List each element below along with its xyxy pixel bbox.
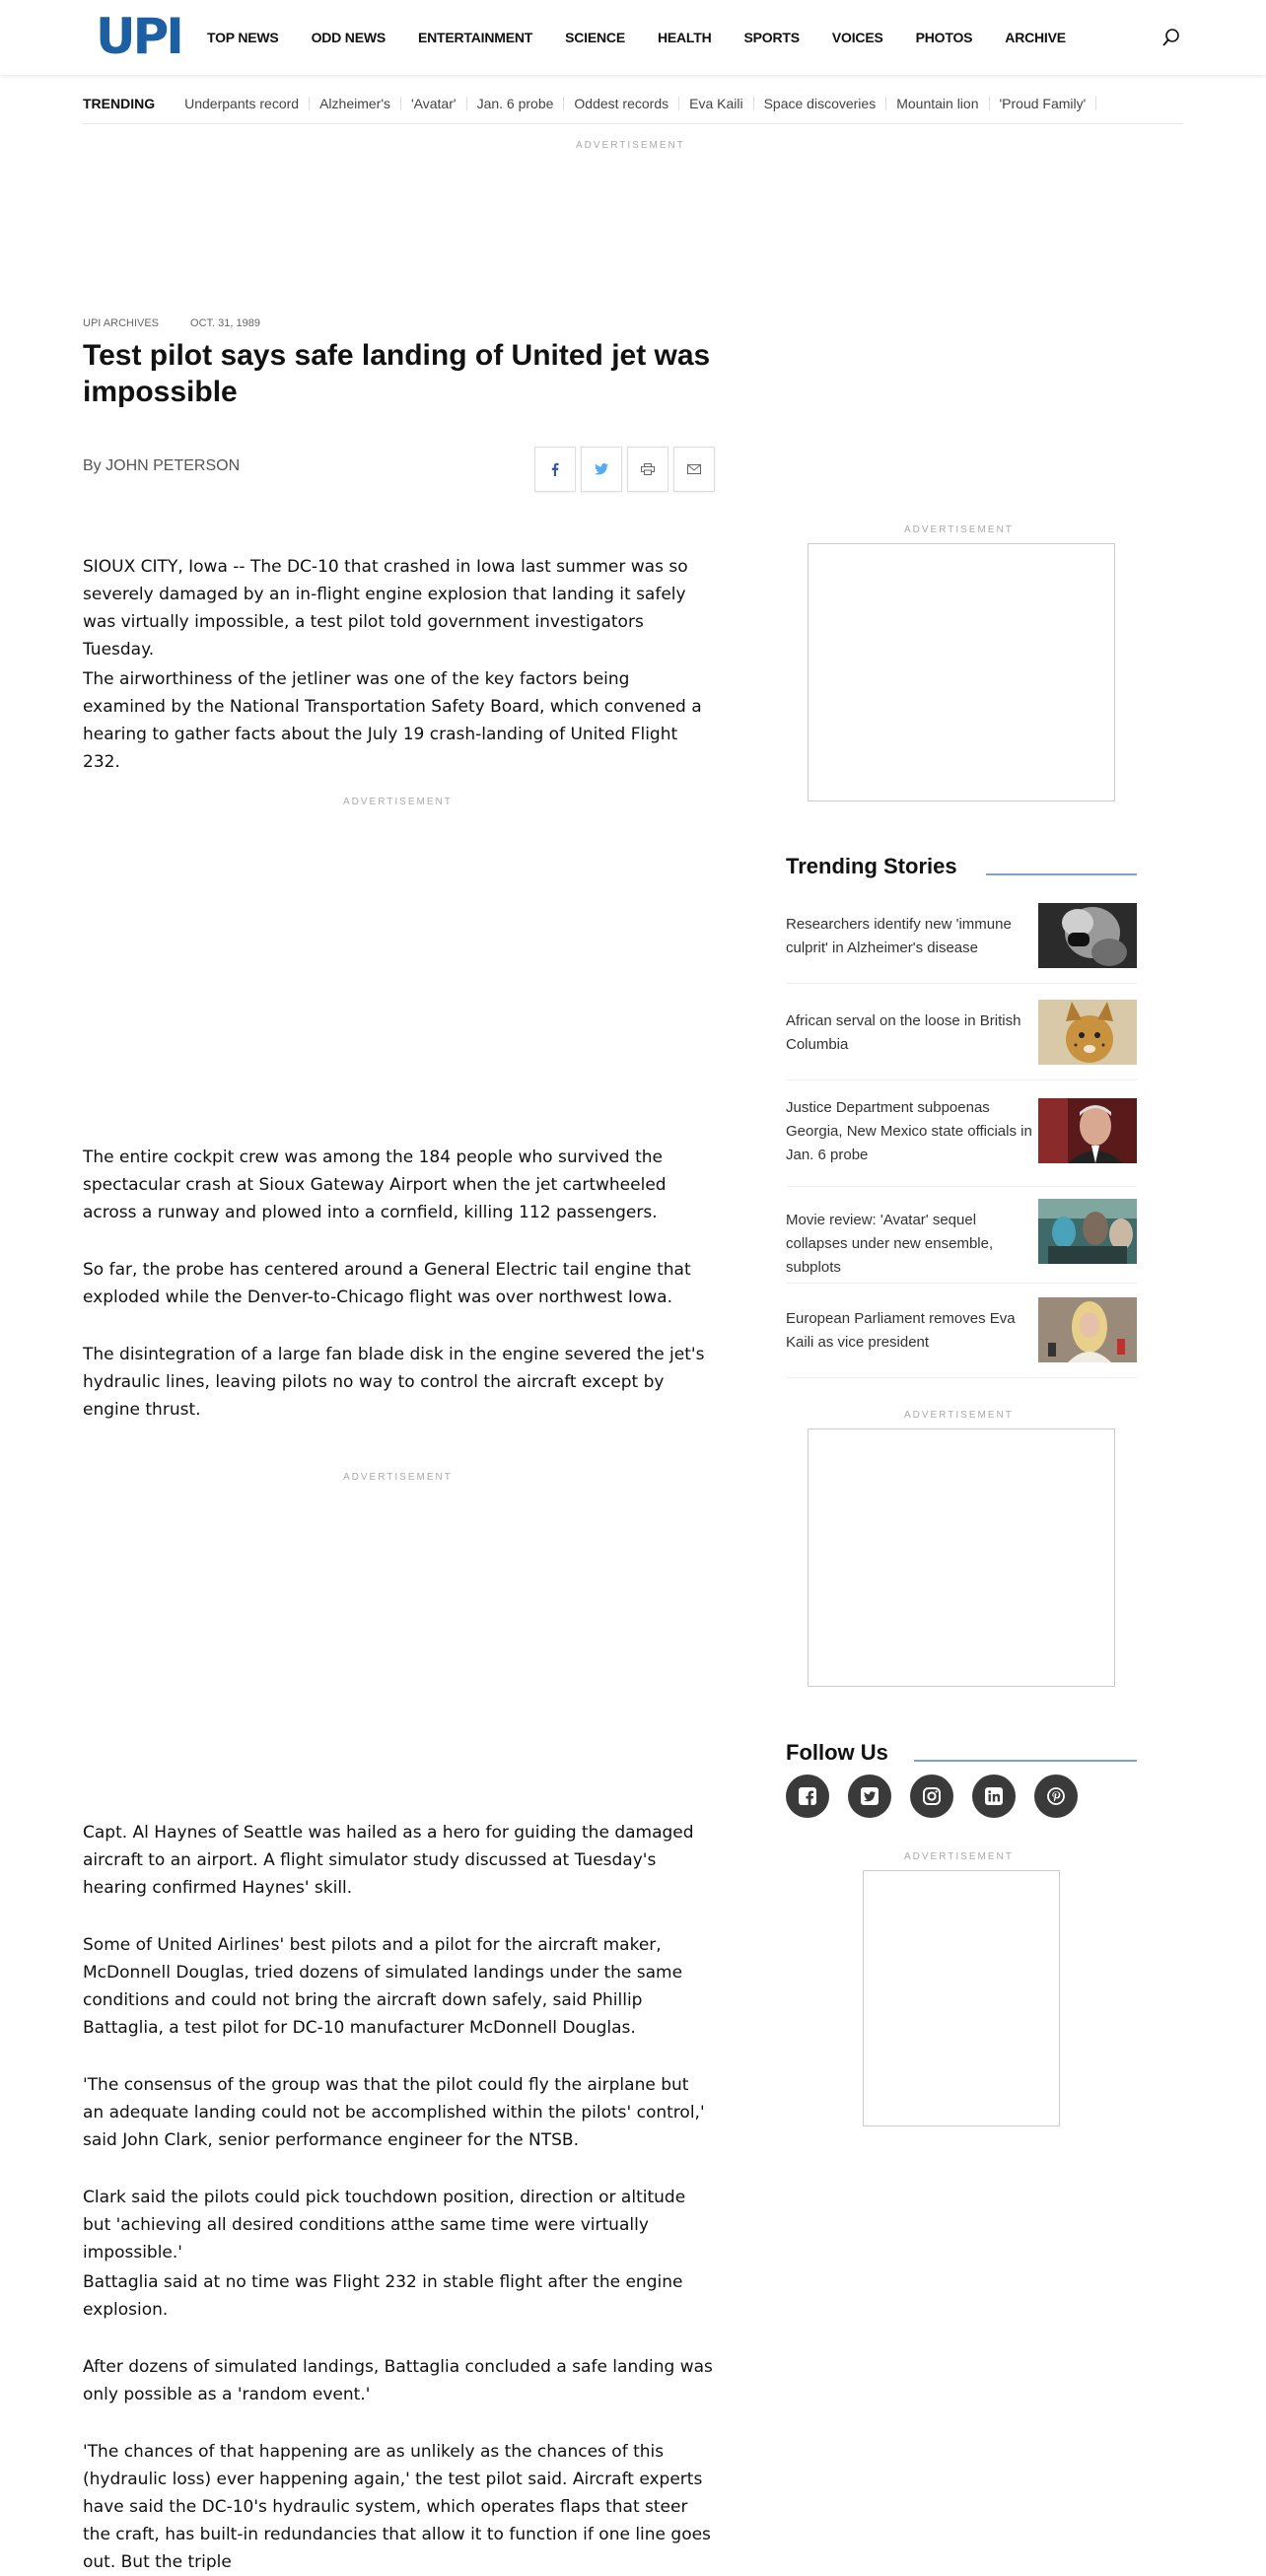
article-paragraph: Battaglia said at no time was Flight 232 in stable flight after the engine explosion.: [83, 2272, 683, 2320]
trending-story[interactable]: [786, 903, 1137, 984]
article-meta: [83, 317, 292, 329]
nav-entertainment[interactable]: ENTERTAINMENT: [417, 30, 533, 45]
instagram-link[interactable]: [910, 1775, 953, 1818]
title-rule: [986, 873, 1137, 875]
linkedin-icon: [984, 1786, 1004, 1806]
article-paragraph: 'The chances of that happening are as unlikely as the chances of this (hydraulic loss) ever happening again,' the test pilot said. Aircraft experts have said the DC-10's hydraulic system, which operates flaps that steer the craft, has built-in redundancies that allow it to function if one line goes out. But the triple: [83, 2442, 711, 2572]
story-thumbnail[interactable]: [1038, 1199, 1137, 1264]
facebook-icon: [551, 462, 559, 476]
email-icon: [687, 464, 701, 474]
sidebar-ad-box[interactable]: [863, 1870, 1060, 2126]
main-nav: [207, 0, 1098, 75]
instagram-icon: [922, 1786, 942, 1806]
advertisement-label: ADVERTISEMENT: [343, 797, 453, 807]
social-links: [786, 1775, 1096, 1818]
story-headline[interactable]: Movie review: 'Avatar' sequel collapses under new ensemble, subplots: [786, 1212, 994, 1276]
story-headline[interactable]: Researchers identify new 'immune culprit' in Alzheimer's disease: [786, 916, 1012, 956]
article-headline: Test pilot says safe landing of United jet was impossible: [83, 339, 711, 408]
advertisement-label: ADVERTISEMENT: [904, 524, 1014, 535]
nav-sports[interactable]: SPORTS: [743, 30, 800, 45]
share-facebook-button[interactable]: [534, 447, 576, 492]
search-icon[interactable]: [1161, 28, 1181, 49]
article-section[interactable]: UPI ARCHIVES: [83, 317, 160, 329]
article-paragraph: The airworthiness of the jetliner was one of the key factors being examined by the National Transportation Safety Board, which convened a hearing to gather facts about the July 19 crash-landing of United Flight 232.: [83, 669, 702, 772]
follow-us-title: Follow Us: [786, 1740, 888, 1765]
story-thumbnail[interactable]: [1038, 1297, 1137, 1362]
sidebar-ad-box[interactable]: [808, 1428, 1115, 1687]
trending-story[interactable]: [786, 1199, 1137, 1284]
print-button[interactable]: [627, 447, 668, 492]
article-paragraph: So far, the probe has centered around a General Electric tail engine that exploded while the Denver-to-Chicago flight was over northwest Iowa.: [83, 1260, 691, 1307]
trending-story[interactable]: [786, 1297, 1137, 1378]
article-byline: By JOHN PETERSON: [83, 457, 241, 474]
share-bar: [534, 447, 720, 492]
trending-link[interactable]: 'Avatar': [401, 97, 467, 110]
nav-photos[interactable]: PHOTOS: [915, 30, 973, 45]
advertisement-label: ADVERTISEMENT: [904, 1410, 1014, 1421]
title-rule: [914, 1760, 1137, 1762]
twitter-icon: [860, 1786, 879, 1806]
sidebar-ad-box[interactable]: [808, 543, 1115, 801]
trending-link[interactable]: 'Proud Family': [990, 97, 1097, 110]
trending-link[interactable]: Eva Kaili: [679, 97, 753, 110]
linkedin-link[interactable]: [972, 1775, 1016, 1818]
trending-link[interactable]: Mountain lion: [886, 97, 989, 110]
article-paragraph: 'The consensus of the group was that the pilot could fly the airplane but an adequate landing could not be accomplished within the pilots' control,' said John Clark, senior performance engineer for the NTSB.: [83, 2075, 705, 2150]
article-paragraph: Capt. Al Haynes of Seattle was hailed as a hero for guiding the damaged aircraft to an airport. A flight simulator study discussed at Tuesday's hearing confirmed Haynes' skill.: [83, 1823, 694, 1898]
trending-story[interactable]: [786, 1098, 1137, 1187]
trending-link[interactable]: Space discoveries: [754, 97, 887, 110]
story-headline[interactable]: European Parliament removes Eva Kaili as vice president: [786, 1310, 1016, 1351]
advertisement-label: ADVERTISEMENT: [576, 140, 685, 151]
facebook-icon: [798, 1786, 817, 1806]
trending-link[interactable]: Alzheimer's: [310, 97, 401, 110]
advertisement-label: ADVERTISEMENT: [343, 1472, 453, 1483]
story-thumbnail[interactable]: [1038, 1000, 1137, 1065]
trending-link[interactable]: Underpants record: [175, 97, 310, 110]
story-thumbnail[interactable]: [1038, 1098, 1137, 1163]
story-headline[interactable]: African serval on the loose in British Columbia: [786, 1012, 1021, 1053]
upi-logo[interactable]: UPI: [96, 8, 181, 65]
pinterest-link[interactable]: [1034, 1775, 1078, 1818]
nav-archive[interactable]: ARCHIVE: [1005, 30, 1066, 45]
trending-story[interactable]: [786, 1000, 1137, 1080]
nav-health[interactable]: HEALTH: [657, 30, 712, 45]
article-paragraph: The disintegration of a large fan blade disk in the engine severed the jet's hydraulic lines, leaving pilots no way to control the aircraft except by engine thrust.: [83, 1345, 705, 1420]
site-header: [0, 0, 1266, 75]
nav-voices[interactable]: VOICES: [831, 30, 883, 45]
article-paragraph: The entire cockpit crew was among the 184 people who survived the spectacular crash at Sioux Gateway Airport when the jet cartwheeled across a runway and plowed into a cornfield, killing 112 passengers.: [83, 1148, 667, 1222]
trending-link[interactable]: Jan. 6 probe: [467, 97, 565, 110]
nav-science[interactable]: SCIENCE: [565, 30, 625, 45]
share-twitter-button[interactable]: [581, 447, 622, 492]
email-button[interactable]: [673, 447, 715, 492]
twitter-link[interactable]: [848, 1775, 891, 1818]
article-paragraph: SIOUX CITY, Iowa -- The DC-10 that crashed in Iowa last summer was so severely damaged by an in-flight engine explosion that landing it safely was virtually impossible, a test pilot told government investigators Tuesday.: [83, 557, 688, 660]
story-thumbnail[interactable]: [1038, 903, 1137, 968]
trending-bar: [83, 93, 1183, 124]
pinterest-icon: [1046, 1786, 1066, 1806]
trending-link[interactable]: Oddest records: [564, 97, 679, 110]
article-paragraph: Some of United Airlines' best pilots and a pilot for the aircraft maker, McDonnell Douglas, tried dozens of simulated landings under the same conditions and could not bring the aircraft down safely, said Phillip Battaglia, a test pilot for DC-10 manufacturer McDonnell Douglas.: [83, 1935, 683, 2038]
trending-label: TRENDING: [83, 95, 156, 111]
story-headline[interactable]: Justice Department subpoenas Georgia, New Mexico state officials in Jan. 6 probe: [786, 1099, 1032, 1163]
print-icon: [641, 463, 655, 475]
nav-top-news[interactable]: TOP NEWS: [207, 30, 279, 45]
facebook-link[interactable]: [786, 1775, 829, 1818]
article-paragraph: After dozens of simulated landings, Battaglia concluded a safe landing was only possible as a 'random event.': [83, 2357, 713, 2404]
article-paragraph: Clark said the pilots could pick touchdown position, direction or altitude but 'achieving all desired conditions atthe same time were virtually impossible.': [83, 2188, 686, 2263]
advertisement-label: ADVERTISEMENT: [904, 1851, 1014, 1862]
article-date: OCT. 31, 1989: [190, 317, 260, 329]
nav-odd-news[interactable]: ODD NEWS: [311, 30, 386, 45]
trending-stories-title: Trending Stories: [786, 854, 957, 878]
twitter-icon: [595, 463, 608, 475]
